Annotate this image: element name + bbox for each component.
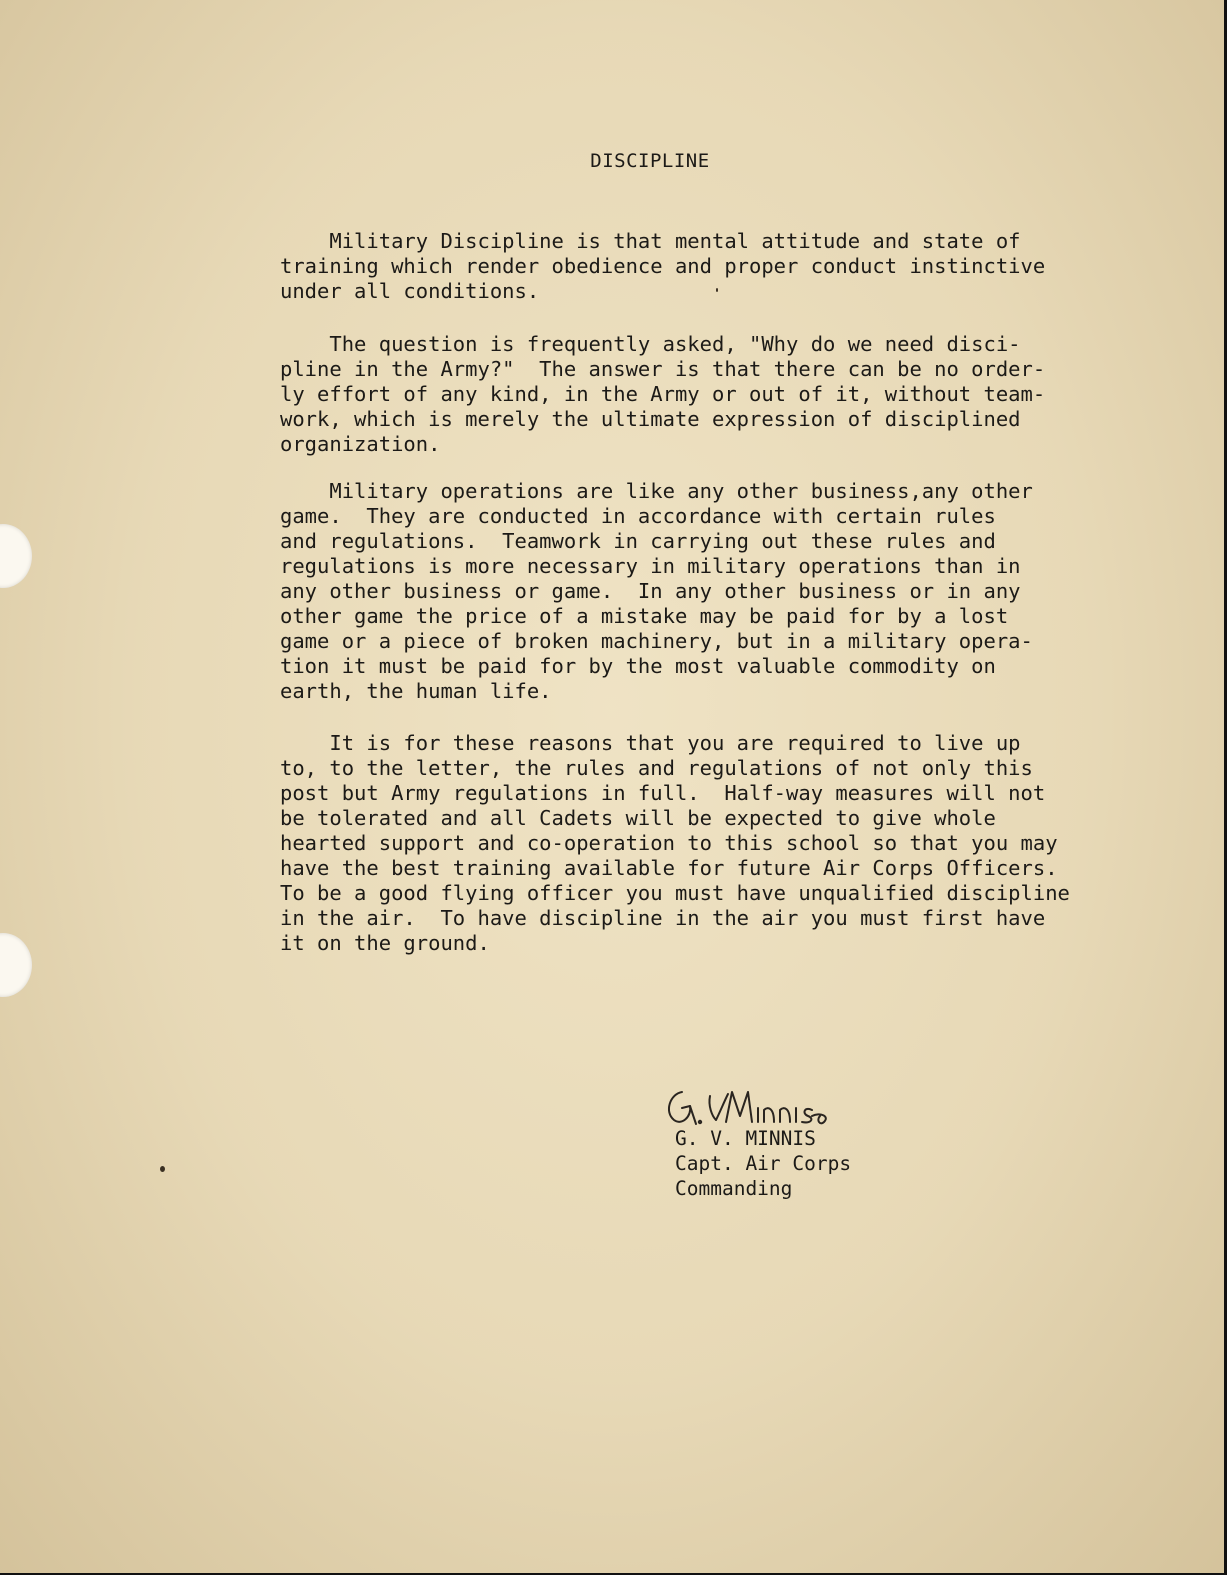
paragraph-military-operations <box>280 479 1100 704</box>
text-line: Military Discipline is that mental attitude and state of <box>280 229 1021 253</box>
document-title: DISCIPLINE <box>590 150 710 172</box>
paragraph-definition <box>280 229 1100 304</box>
text-line: work, which is merely the ultimate expression of disciplined <box>280 407 1021 431</box>
text-line: tion it must be paid for by the most valuable commodity on <box>280 654 996 678</box>
text-line: game or a piece of broken machinery, but in a military opera- <box>280 629 1033 653</box>
text-line: be tolerated and all Cadets will be expected to give whole <box>280 806 996 830</box>
paragraph-why-discipline <box>280 332 1100 457</box>
text-line: it on the ground. <box>280 931 490 955</box>
text-line: any other business or game. In any other business or in any <box>280 579 1021 603</box>
text-line: and regulations. Teamwork in carrying out these rules and <box>280 529 996 553</box>
text-line: regulations is more necessary in military operations than in <box>280 554 1021 578</box>
text-line: under all conditions. <box>280 279 540 303</box>
text-line: earth, the human life. <box>280 679 552 703</box>
text-line: Military operations are like any other business,any other <box>280 479 1033 503</box>
text-line: have the best training available for future Air Corps Officers. <box>280 856 1058 880</box>
text-line: The question is frequently asked, "Why do we need disci- <box>280 332 1021 356</box>
text-line: hearted support and co-operation to this school so that you may <box>280 831 1058 855</box>
text-line: to, to the letter, the rules and regulations of not only this <box>280 756 1033 780</box>
punch-hole <box>0 524 32 588</box>
text-line: game. They are conducted in accordance with certain rules <box>280 504 996 528</box>
paper-speck <box>716 288 718 292</box>
text-line: pline in the Army?" The answer is that there can be no order- <box>280 357 1046 381</box>
text-line: post but Army regulations in full. Half-way measures will not <box>280 781 1046 805</box>
text-line: other game the price of a mistake may be paid for by a lost <box>280 604 1009 628</box>
paragraph-requirements <box>280 731 1100 956</box>
signer-rank: Capt. Air Corps <box>675 1152 852 1175</box>
text-line: To be a good flying officer you must have unqualified discipline <box>280 881 1070 905</box>
signature-block <box>675 1126 851 1201</box>
text-line: ly effort of any kind, in the Army or out of it, without team- <box>280 382 1046 406</box>
text-line: training which render obedience and proper conduct instinctive <box>280 254 1046 278</box>
handwritten-signature <box>652 1082 852 1130</box>
signer-role: Commanding <box>675 1177 793 1200</box>
paper-speck <box>160 1166 165 1172</box>
signer-name: G. V. MINNIS <box>675 1127 816 1150</box>
signature-graphic <box>652 1082 852 1130</box>
text-line: It is for these reasons that you are required to live up <box>280 731 1021 755</box>
text-line: in the air. To have discipline in the air you must first have <box>280 906 1046 930</box>
punch-hole <box>0 933 32 997</box>
text-line: organization. <box>280 432 441 456</box>
